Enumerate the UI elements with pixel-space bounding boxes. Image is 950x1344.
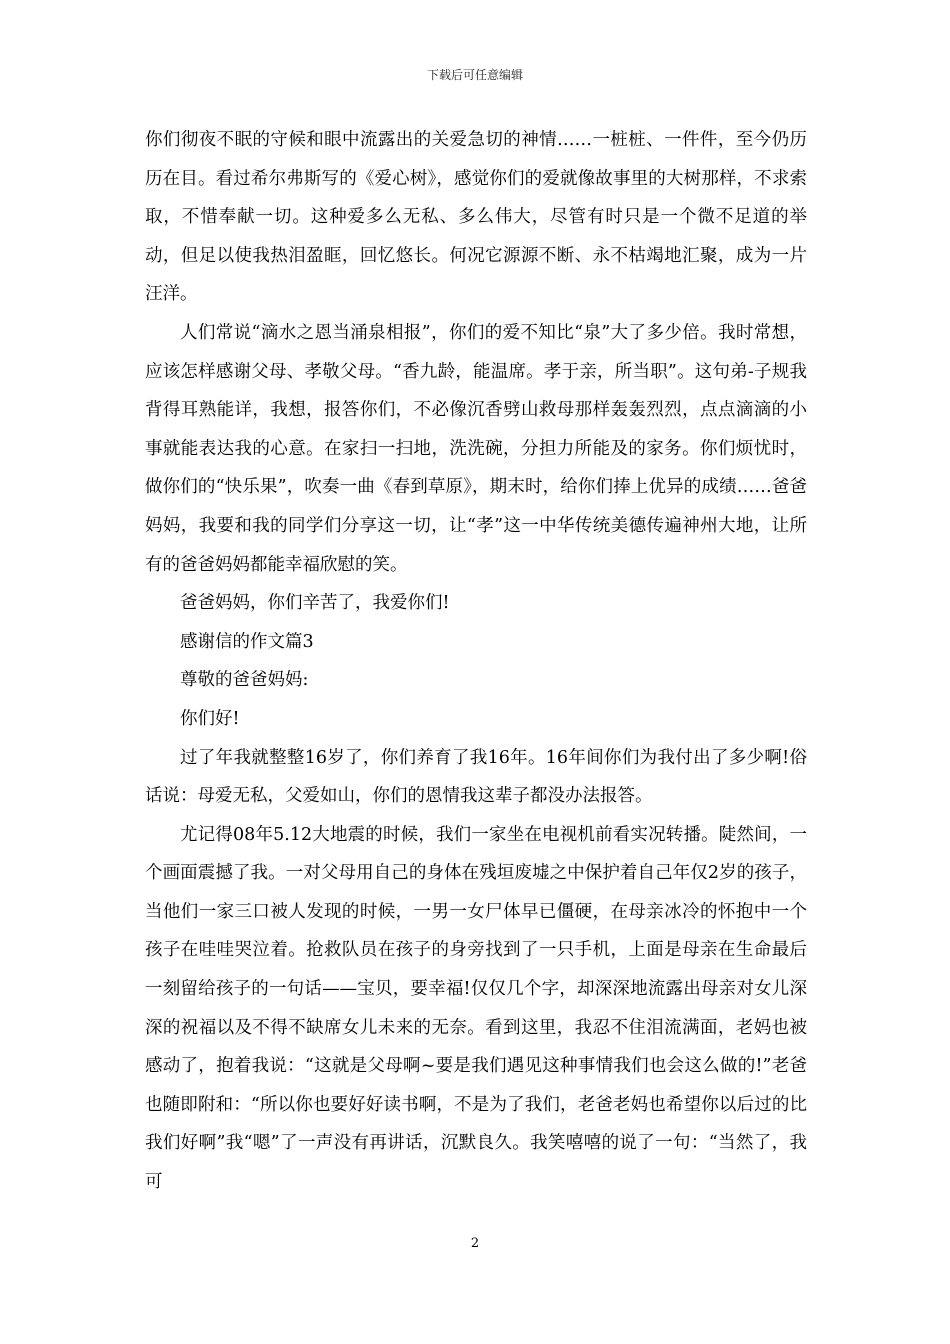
section-title: 感谢信的作文篇3: [180, 631, 314, 652]
paragraph-continuation: 你们彻夜不眠的守候和眼中流露出的关爱急切的神情……一桩桩、一件件，至今仍历历在目。看过希尔弗斯写的《爱心树》，感觉你们的爱就像故事里的大树那样，不求索取，不惜奉献一切。这种爱多么无私、多么伟大，尽管有时只是一个微不足道的举动，但足以使我热泪盈眶，回忆悠长。何况它源源不断、永不枯竭地汇聚，成为一片汪洋。: [145, 130, 807, 305]
letter-greeting: 你们好!: [180, 708, 240, 729]
paragraph: 尤记得08年5.12大地震的时候，我们一家坐在电视机前看实况转播。陡然间，一个画面震撼了我。一对父母用自己的身体在残垣废墟之中保护着自己年仅2岁的孩子，当他们一家三口被人发现的时候，一男一女尸体早已僵硬，在母亲冰冷的怀抱中一个孩子在哇哇哭泣着。抢救队员在孩子的身旁找到了一只手机，上面是母亲在生命最后一刻留给孩子的一句话——宝贝，要幸福!仅仅几个字，却深深地流露出母亲对女儿深深的祝福以及不得不缺席女儿未来的无奈。看到这里，我忍不住泪流满面，老妈也被感动了，抱着我说：“这就是父母啊~要是我们遇见这种事情我们也会这么做的!”老爸也随即附和：“所以你也要好好读书啊，不是为了我们，老爸老妈也希望你以后过的比我们好啊”我“嗯”了一声没有再讲话，沉默良久。我笑嘻嘻的说了一句：“当然了，我可: [145, 824, 807, 1193]
paragraph: 过了年我就整整16岁了，你们养育了我16年。16年间你们为我付出了多少啊!俗话说：母爱无私，父爱如山，你们的恩情我这辈子都没办法报答。: [145, 747, 807, 807]
paragraph: 人们常说“滴水之恩当涌泉相报”，你们的爱不知比“泉”大了多少倍。我时常想，应该怎样感谢父母、孝敬父母。“香九龄，能温席。孝于亲，所当职”。这句弟-子规我背得耳熟能详，我想，报答你们，不必像沉香劈山救母那样轰轰烈烈，点点滴滴的小事就能表达我的心意。在家扫一扫地，洗洗碗，分担力所能及的家务。你们烦忧时，做你们的“快乐果”，吹奏一曲《春到草原》，期末时，给你们捧上优异的成绩……爸爸妈妈，我要和我的同学们分享这一切，让“孝”这一中华传统美德传遍神州大地，让所有的爸爸妈妈都能幸福欣慰的笑。: [145, 322, 807, 575]
paragraph-closing-line: 爸爸妈妈，你们辛苦了，我爱你们!: [180, 593, 450, 614]
document-body: [145, 121, 807, 1202]
letter-salutation: 尊敬的爸爸妈妈:: [180, 670, 309, 691]
page-header-note: 下载后可任意编辑: [426, 68, 523, 82]
page-number: 2: [470, 1236, 480, 1251]
